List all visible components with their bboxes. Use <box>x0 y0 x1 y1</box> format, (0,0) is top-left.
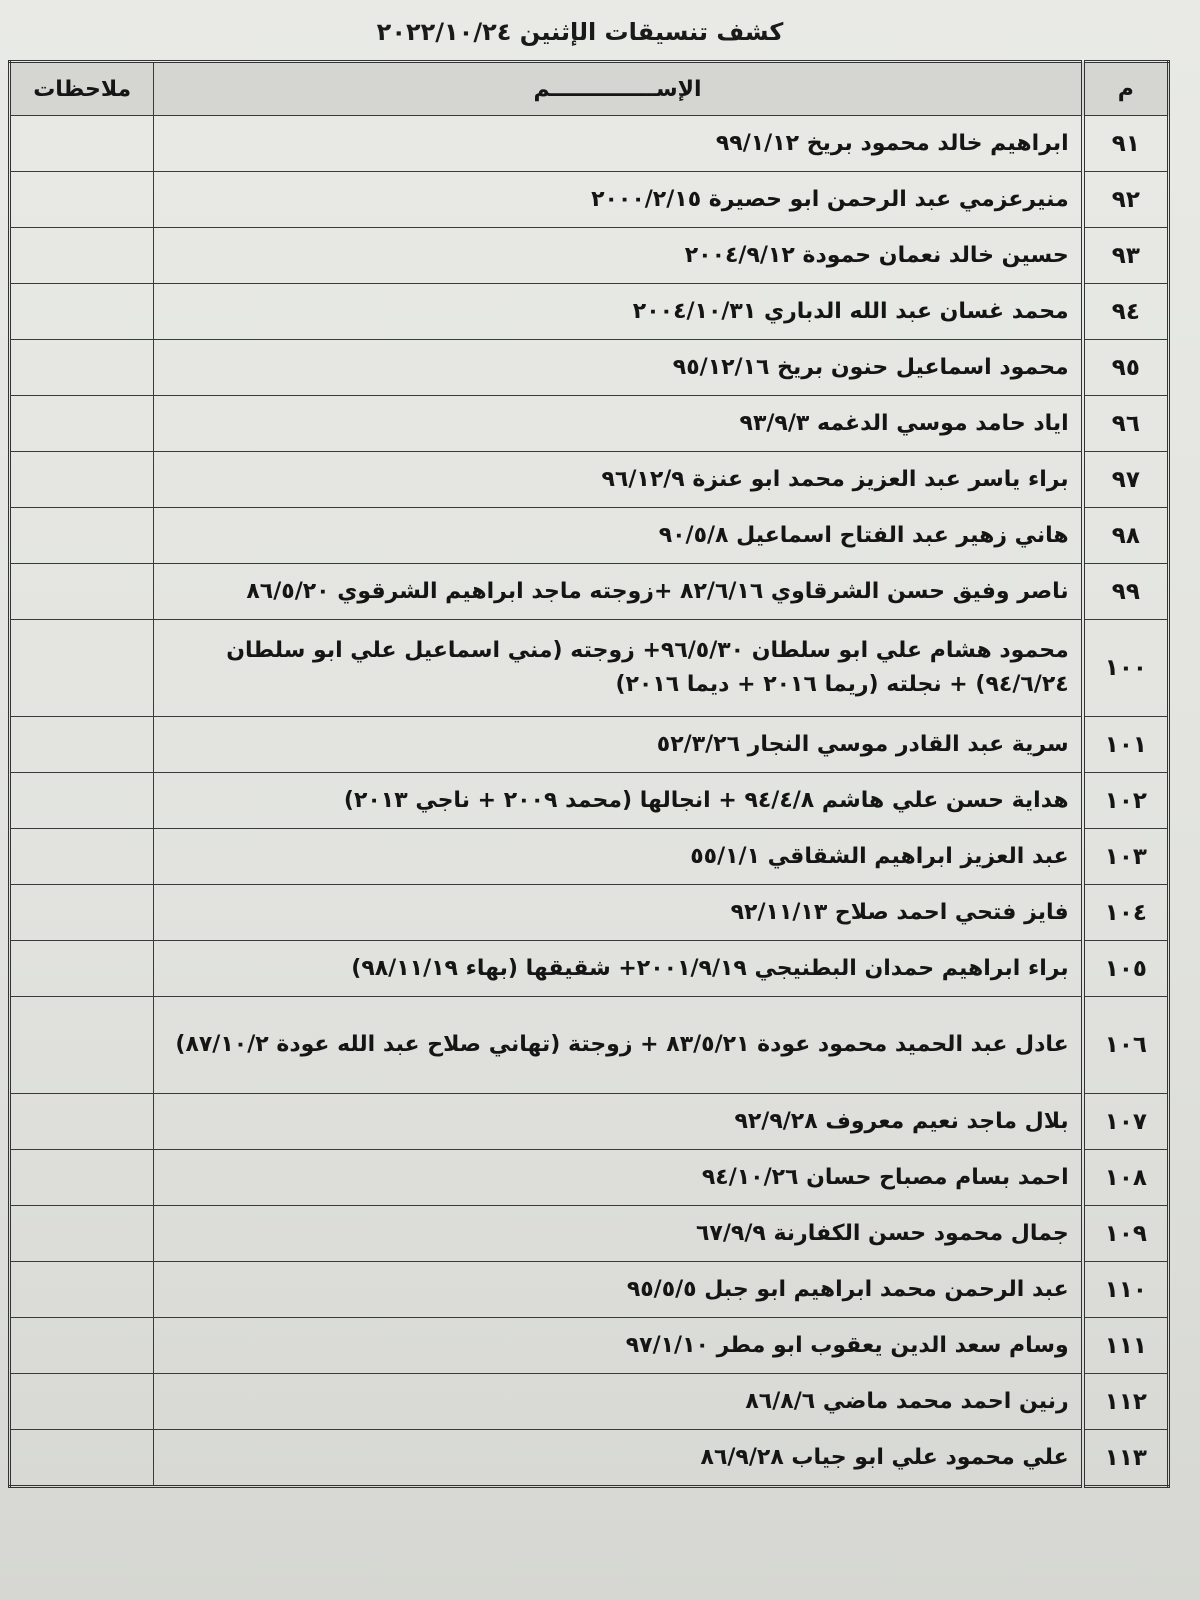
table-row <box>10 284 1169 340</box>
table-row <box>10 997 1169 1094</box>
row-name: منيرعزمي عبد الرحمن ابو حصيرة ٢٠٠٠/٢/١٥ <box>154 172 1083 228</box>
row-number: ٩١ <box>1083 116 1169 172</box>
row-name: وسام سعد الدين يعقوب ابو مطر ٩٧/١/١٠ <box>154 1318 1083 1374</box>
row-notes <box>10 1318 154 1374</box>
row-name: فايز فتحي احمد صلاح ٩٢/١١/١٣ <box>154 885 1083 941</box>
row-number: ٩٢ <box>1083 172 1169 228</box>
row-notes <box>10 829 154 885</box>
header-num: م <box>1083 62 1169 116</box>
row-notes <box>10 1374 154 1430</box>
row-number: ١٠٧ <box>1083 1094 1169 1150</box>
table-row <box>10 829 1169 885</box>
row-notes <box>10 116 154 172</box>
row-name: رنين احمد محمد ماضي ٨٦/٨/٦ <box>154 1374 1083 1430</box>
row-name: محمود اسماعيل حنون بريخ ٩٥/١٢/١٦ <box>154 340 1083 396</box>
table-row <box>10 717 1169 773</box>
row-notes <box>10 773 154 829</box>
table-row <box>10 1430 1169 1487</box>
table-row <box>10 452 1169 508</box>
row-name: احمد بسام مصباح حسان ٩٤/١٠/٢٦ <box>154 1150 1083 1206</box>
row-notes <box>10 508 154 564</box>
row-name: عبد العزيز ابراهيم الشقاقي ٥٥/١/١ <box>154 829 1083 885</box>
row-number: ٩٩ <box>1083 564 1169 620</box>
row-name: ابراهيم خالد محمود بريخ ٩٩/١/١٢ <box>154 116 1083 172</box>
row-name: محمود هشام علي ابو سلطان ٩٦/٥/٣٠+ زوجته (مني اسماعيل علي ابو سلطان ٩٤/٦/٢٤) + نجلته (ريما ٢٠١٦ + ديما ٢٠١٦) <box>154 620 1083 717</box>
row-notes <box>10 997 154 1094</box>
table-row <box>10 564 1169 620</box>
row-name: ناصر وفيق حسن الشرقاوي ٨٢/٦/١٦ +زوجته ماجد ابراهيم الشرقوي ٨٦/٥/٢٠ <box>154 564 1083 620</box>
row-number: ١١٣ <box>1083 1430 1169 1487</box>
names-table <box>8 60 1170 1488</box>
table-row <box>10 1150 1169 1206</box>
row-number: ١٠٠ <box>1083 620 1169 717</box>
row-name: براء ياسر عبد العزيز محمد ابو عنزة ٩٦/١٢/٩ <box>154 452 1083 508</box>
row-number: ٩٦ <box>1083 396 1169 452</box>
table-row <box>10 340 1169 396</box>
row-name: جمال محمود حسن الكفارنة ٦٧/٩/٩ <box>154 1206 1083 1262</box>
row-number: ١١٢ <box>1083 1374 1169 1430</box>
row-notes <box>10 620 154 717</box>
row-notes <box>10 284 154 340</box>
row-number: ٩٣ <box>1083 228 1169 284</box>
row-number: ٩٥ <box>1083 340 1169 396</box>
table-row <box>10 228 1169 284</box>
row-notes <box>10 340 154 396</box>
row-number: ٩٧ <box>1083 452 1169 508</box>
row-number: ٩٨ <box>1083 508 1169 564</box>
row-number: ١٠٩ <box>1083 1206 1169 1262</box>
table-row <box>10 1374 1169 1430</box>
row-number: ١١١ <box>1083 1318 1169 1374</box>
table-row <box>10 172 1169 228</box>
row-name: بلال ماجد نعيم معروف ٩٢/٩/٢٨ <box>154 1094 1083 1150</box>
row-notes <box>10 1206 154 1262</box>
table-row <box>10 773 1169 829</box>
header-name: الإســــــــــــــم <box>154 62 1083 116</box>
table-row <box>10 508 1169 564</box>
header-notes: ملاحظات <box>10 62 154 116</box>
row-notes <box>10 885 154 941</box>
row-name: علي محمود علي ابو جياب ٨٦/٩/٢٨ <box>154 1430 1083 1487</box>
table-row <box>10 1206 1169 1262</box>
row-number: ٩٤ <box>1083 284 1169 340</box>
row-notes <box>10 396 154 452</box>
row-name: حسين خالد نعمان حمودة ٢٠٠٤/٩/١٢ <box>154 228 1083 284</box>
table-row <box>10 885 1169 941</box>
table-row <box>10 1262 1169 1318</box>
row-number: ١٠٥ <box>1083 941 1169 997</box>
table-row <box>10 116 1169 172</box>
row-notes <box>10 717 154 773</box>
row-name: عبد الرحمن محمد ابراهيم ابو جبل ٩٥/٥/٥ <box>154 1262 1083 1318</box>
page-title: كشف تنسيقات الإثنين ٢٠٢٢/١٠/٢٤ <box>376 18 784 46</box>
row-notes <box>10 1430 154 1487</box>
row-number: ١٠٤ <box>1083 885 1169 941</box>
row-name: هاني زهير عبد الفتاح اسماعيل ٩٠/٥/٨ <box>154 508 1083 564</box>
row-number: ١٠٦ <box>1083 997 1169 1094</box>
row-notes <box>10 452 154 508</box>
table-row <box>10 1094 1169 1150</box>
row-number: ١١٠ <box>1083 1262 1169 1318</box>
row-number: ١٠٣ <box>1083 829 1169 885</box>
row-notes <box>10 564 154 620</box>
table-row <box>10 1318 1169 1374</box>
row-number: ١٠١ <box>1083 717 1169 773</box>
row-notes <box>10 941 154 997</box>
row-name: براء ابراهيم حمدان البطنيجي ٢٠٠١/٩/١٩+ شقيقها (بهاء ٩٨/١١/١٩) <box>154 941 1083 997</box>
table-row <box>10 620 1169 717</box>
row-notes <box>10 172 154 228</box>
row-number: ١٠٨ <box>1083 1150 1169 1206</box>
row-name: محمد غسان عبد الله الدباري ٢٠٠٤/١٠/٣١ <box>154 284 1083 340</box>
row-name: هداية حسن علي هاشم ٩٤/٤/٨ + انجالها (محمد ٢٠٠٩ + ناجي ٢٠١٣) <box>154 773 1083 829</box>
row-name: عادل عبد الحميد محمود عودة ٨٣/٥/٢١ + زوجتة (تهاني صلاح عبد الله عودة ٨٧/١٠/٢) <box>154 997 1083 1094</box>
row-notes <box>10 1094 154 1150</box>
table-row <box>10 941 1169 997</box>
table-row <box>10 396 1169 452</box>
row-name: اياد حامد موسي الدغمه ٩٣/٩/٣ <box>154 396 1083 452</box>
row-number: ١٠٢ <box>1083 773 1169 829</box>
row-name: سرية عبد القادر موسي النجار ٥٢/٣/٢٦ <box>154 717 1083 773</box>
header-row <box>10 62 1169 116</box>
row-notes <box>10 1150 154 1206</box>
row-notes <box>10 228 154 284</box>
row-notes <box>10 1262 154 1318</box>
